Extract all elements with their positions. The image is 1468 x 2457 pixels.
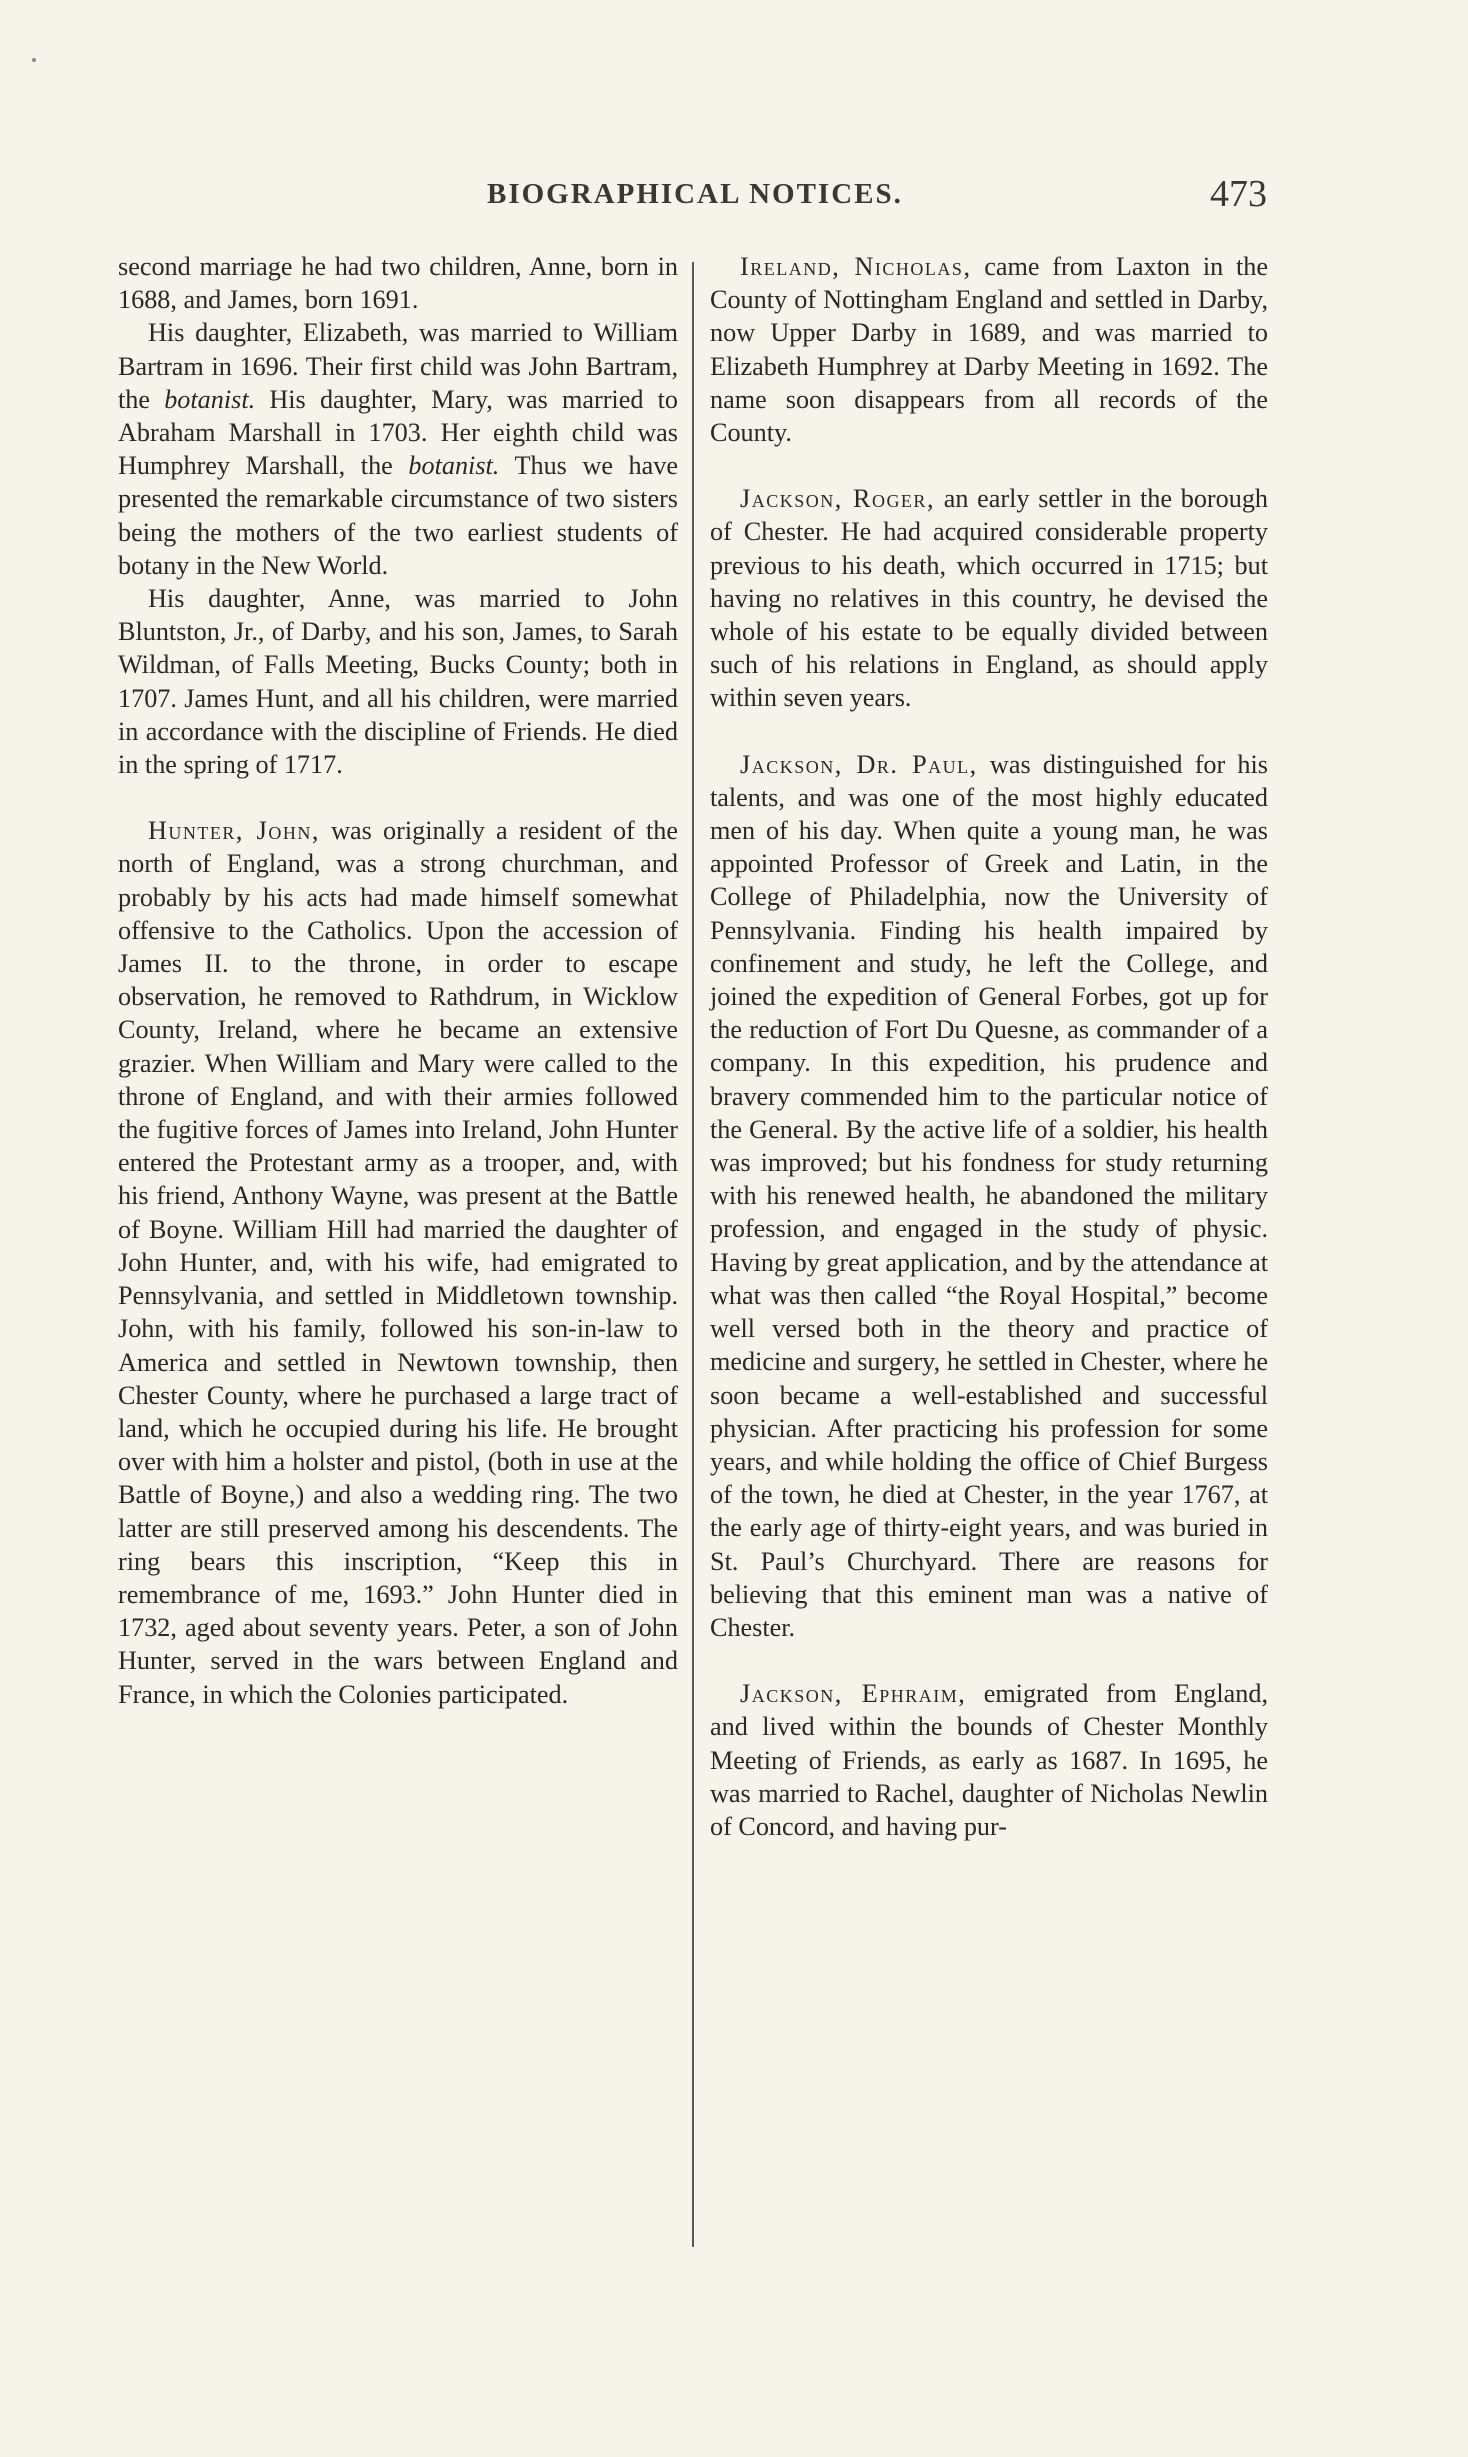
column-divider (692, 262, 694, 2247)
entry-name: Jackson, Roger, (740, 484, 935, 514)
paragraph: second marriage he had two children, Anne, born in 1688, and James, born 1691. (118, 252, 678, 315)
paragraph: His daughter, Anne, was married to John Bluntston, Jr., of Darby, and his son, James, to Sarah Wildman, of Falls Meeting, Bucks County; both in 1707. James Hunt, and all his children, were married in accordance with the discipline of Friends. He died in the spring of 1717. (118, 584, 678, 780)
page-header (487, 172, 1267, 222)
entry-name: Jackson, Ephraim, (740, 1679, 967, 1709)
entry-hunter (118, 814, 678, 1710)
entry-name: Ireland, Nicholas, (740, 252, 972, 281)
page-speck (32, 58, 36, 62)
entry-ireland (710, 250, 1268, 449)
paragraph-text: Thus we have presented the remarkable circumstance of two sisters being the mothers of the two earliest students of botany in the New World. (118, 451, 678, 580)
entry-text: was distinguished for his talents, and was one of the most highly educated men of his day. When quite a young man, he was appointed Professor of Greek and Latin, in the College of Philadelphia, now the University of Pennsylvania. Finding his health impaired by confinement and study, he left the College, and joined the expedition of General Forbes, got up for the reduction of Fort Du Quesne, as commander of a company. In this expedition, his prudence and bravery commended him to the particular notice of the General. By the active life of a soldier, his health was improved; but his fondness for study returning with his renewed health, he abandoned the military profession, and engaged in the study of physic. Having by great application, and by the attendance at what was then called “the Royal Hospital,” become well versed both in the theory and practice of medicine and surgery, he settled in Chester, where he soon became a well-established and successful physician. After practicing his profession for some years, and while holding the office of Chief Burgess of the town, he died at Chester, in the year 1767, at the early age of thirty-eight years, and was buried in St. Paul’s Churchyard. There are reasons for believing that this eminent man was a native of Chester. (710, 749, 1268, 1642)
left-column (118, 250, 678, 1711)
running-title: BIOGRAPHICAL NOTICES. (487, 178, 903, 210)
paragraph (118, 316, 678, 582)
paragraph-text: His daughter, Elizabeth, was married to William Bartram in 1696. Their first child was John Bartram, the (118, 318, 678, 414)
entry-name: Jackson, Dr. Paul, (740, 749, 978, 779)
entry-text: was originally a resident of the north of England, was a strong churchman, and probably by his acts had made himself somewhat offensive to the Catholics. Upon the accession of James II. to the throne, in order to escape observation, he removed to Rathdrum, in Wicklow County, Ireland, where he became an extensive grazier. When William and Mary were called to the throne of England, and with their armies followed the fugitive forces of James into Ireland, John Hunter entered the Protestant army as a trooper, and, with his friend, Anthony Wayne, was present at the Battle of Boyne. William Hill had married the daughter of John Hunter, and, with his wife, had emigrated to Pennsylvania, and settled in Middletown township. John, with his family, followed his son-in-law to America and settled in Newtown township, then Chester County, where he purchased a large tract of land, which he occupied during his life. He brought over with him a holster and pistol, (both in use at the Battle of Boyne,) and also a wedding ring. The two latter are still preserved among his descendents. The ring bears this inscription, “Keep this in remembrance of me, 1693.” John Hunter died in 1732, aged about seventy years. Peter, a son of John Hunter, served in the wars between England and France, in which the Colonies participated. (118, 816, 678, 1709)
paragraph-text: His daughter, Mary, was married to Abraham Marshall in 1703. Her eighth child was Humphrey Marshall, the (118, 384, 678, 481)
entry-text: emigrated from England, and lived within the bounds of Chester Monthly Meeting of Friends, as early as 1687. In 1695, he was married to Rachel, daughter of Nicholas Newlin of Concord, and having pur- (710, 1679, 1268, 1841)
right-column (710, 250, 1268, 1843)
entry-jackson-ephraim (710, 1677, 1268, 1843)
entry-jackson-roger (710, 482, 1268, 714)
entry-text: came from Laxton in the County of Nottingham England and settled in Darby, now Upper Darby in 1689, and was married to Elizabeth Humphrey at Darby Meeting in 1692. The name soon disappears from all records of the County. (710, 252, 1268, 448)
page-number: 473 (1210, 173, 1267, 215)
entry-jackson-paul (710, 748, 1268, 1644)
italic-term: botanist. (164, 384, 256, 414)
italic-term: botanist. (408, 451, 500, 481)
entry-name: Hunter, John, (148, 816, 320, 846)
entry-text: an early settler in the borough of Chester. He had acquired considerable property previous to his death, which occurred in 1715; but having no relatives in this country, he devised the whole of his estate to be equally divided between such of his relations in England, as should apply within seven years. (710, 484, 1269, 713)
